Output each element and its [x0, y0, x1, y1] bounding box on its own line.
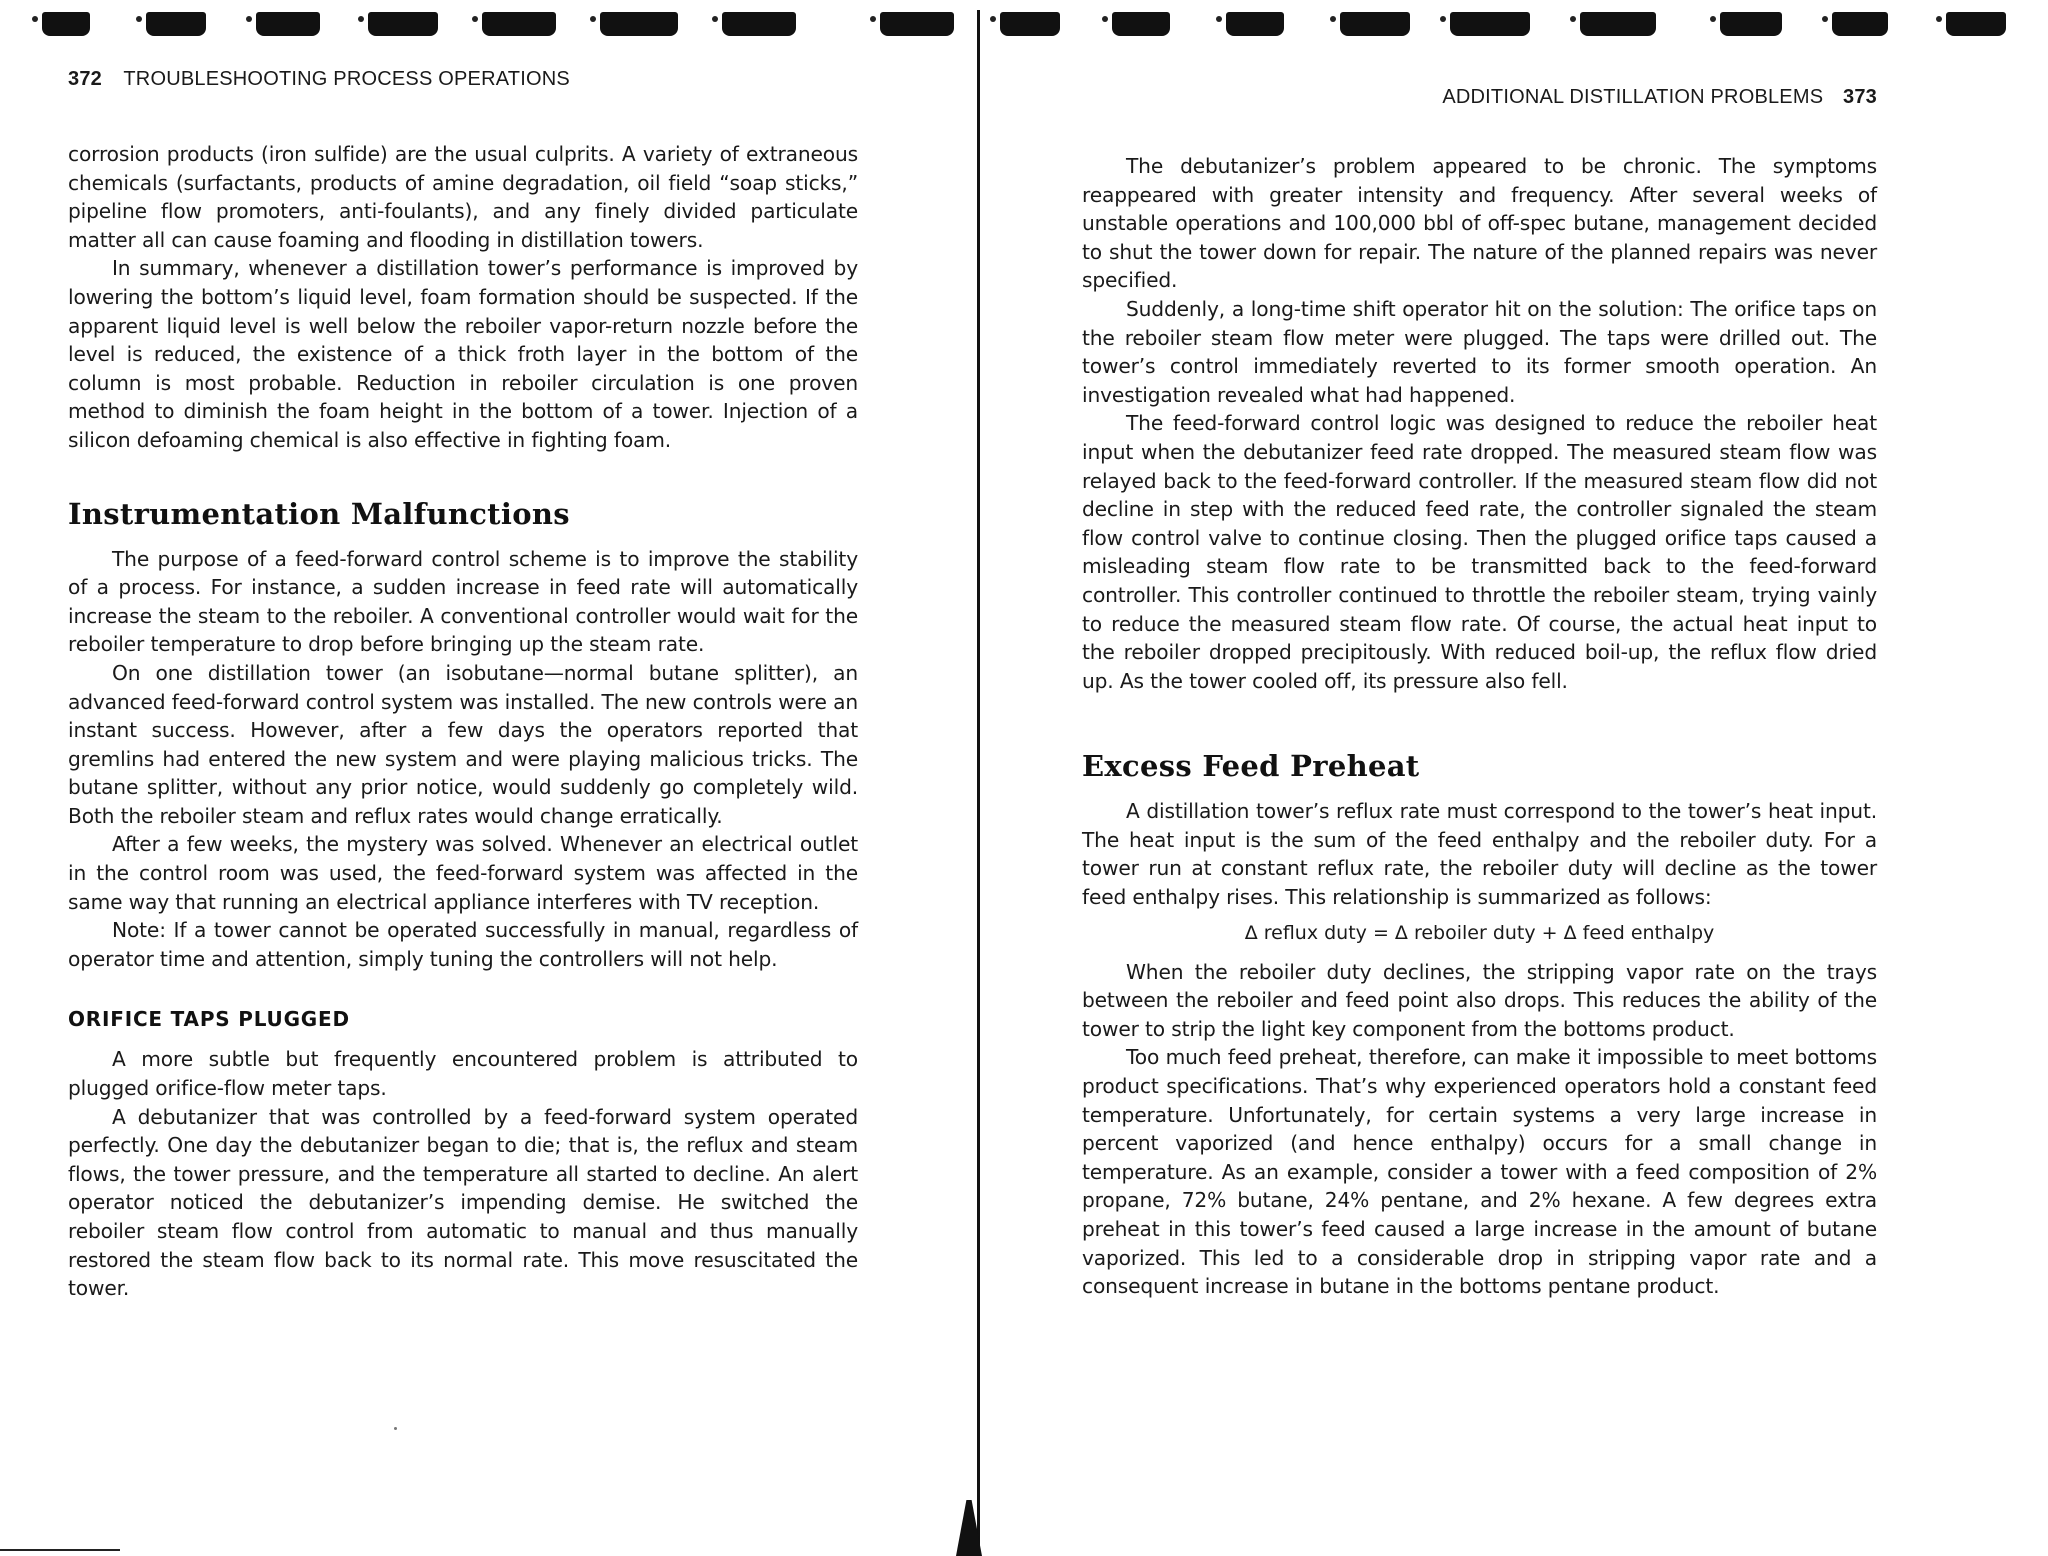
binding-tab [1226, 12, 1284, 36]
paragraph: Too much feed preheat, therefore, can make it impossible to meet bottoms product specifications. That’s why experienced operators hold a constant feed temperature. Unfortunately, for certain systems a very large increase in percent vaporized (and hence enthalpy) occurs for a small change in temperature. As an example, consider a tower with a feed composition of 2% propane, 72% butane, 24% pentane, and 2% hexane. A few degrees extra preheat in this tower’s feed caused a large increase in the amount of butane vaporized. This led to a considerable drop in stripping vapor rate and a consequent increase in butane in the bottoms pentane product. [1082, 1045, 1877, 1299]
binding-tab [1946, 12, 2006, 36]
binding-tab [256, 12, 320, 36]
paragraph: When the reboiler duty declines, the stripping vapor rate on the trays between the reboiler and feed point also drops. This reduces the ability of the tower to strip the light key component from the bottoms product. [1082, 959, 1877, 1041]
paragraph: A debutanizer that was controlled by a feed-forward system operated perfectly. One day the debutanizer began to die; that is, the reflux and steam flows, the tower pressure, and the temperature all started to decline. An alert operator noticed the debutanizer’s impending demise. He switched the reboiler steam flow control from automatic to manual and thus manually restored the steam flow back to its normal rate. This move resuscitated the tower. [68, 1104, 858, 1301]
paragraph: A more subtle but frequently encountered problem is attributed to plugged orifice-flow meter taps. [68, 1047, 858, 1101]
paragraph: The feed-forward control logic was designed to reduce the reboiler heat input when the debutanizer feed rate dropped. The measured steam flow was relayed back to the feed-forward controller. If the measured steam flow did not decline in step with the reduced feed rate, the controller signaled the steam flow control valve to continue closing. Then the plugged orifice taps caused a misleading steam flow rate to be transmitted back to the feed-forward controller. This controller continued to throttle the reboiler steam, trying vainly to reduce the measured steam flow rate. Of course, the actual heat input to the reboiler dropped precipitously. With reduced boil-up, the reflux flow dried up. As the tower cooled off, its pressure also fell. [1082, 411, 1877, 693]
paragraph: A distillation tower’s reflux rate must correspond to the tower’s heat input. The heat input is the sum of the feed enthalpy and the reboiler duty. For a tower run at constant reflux rate, the reboiler duty will decline as the tower feed enthalpy rises. This relationship is summarized as follows: [1082, 799, 1877, 910]
section-heading-excess-feed-preheat: Excess Feed Preheat [1082, 749, 1420, 784]
binding-tab [1720, 12, 1782, 36]
left-running-head [68, 68, 570, 91]
binding-tab [368, 12, 438, 36]
right-running-head-title: ADDITIONAL DISTILLATION PROBLEMS [1442, 86, 1824, 108]
paragraph: In summary, whenever a distillation tower’s performance is improved by lowering the bottom’s liquid level, foam formation should be suspected. If the apparent liquid level is well below the reboiler vapor-return nozzle before the level is reduced, the existence of a thick froth layer in the bottom of the column is most probable. Reduction in reboiler circulation is one proven method to diminish the foam height in the bottom of a tower. Injection of a silicon defoaming chemical is also effective in fighting foam. [68, 256, 858, 452]
paragraph: The purpose of a feed-forward control scheme is to improve the stability of a process. For instance, a sudden increase in feed rate will automatically increase the steam to the reboiler. A conventional controller would wait for the reboiler temperature to drop before bringing up the steam rate. [68, 546, 858, 657]
section-heading-instrumentation: Instrumentation Malfunctions [68, 496, 570, 531]
equation: Δ reflux duty = Δ reboiler duty + Δ feed enthalpy [1244, 921, 1715, 944]
paper-speck [394, 1427, 397, 1430]
binding-tab [1580, 12, 1656, 36]
binding-tab [1000, 12, 1060, 36]
left-column [68, 140, 858, 1303]
binding-tab [1450, 12, 1530, 36]
paragraph: The debutanizer’s problem appeared to be chronic. The symptoms reappeared with greater intensity and frequency. After several weeks of unstable operations and 100,000 bbl of off-spec butane, management decided to shut the tower down for repair. The nature of the planned repairs was never specified. [1082, 154, 1877, 293]
sub-heading-orifice-taps: ORIFICE TAPS PLUGGED [68, 1007, 350, 1032]
binding-tab [722, 12, 796, 36]
binding-tab [600, 12, 678, 36]
paragraph: Suddenly, a long-time shift operator hit on the solution: The orifice taps on the reboiler steam flow meter were plugged. The taps were drilled out. The tower’s control immediately reverted to its former smooth operation. An investigation revealed what had happened. [1082, 296, 1877, 407]
right-page-number: 373 [1843, 86, 1877, 108]
gutter-spine [977, 10, 980, 1556]
binding-tab [1832, 12, 1888, 36]
binding-tab [42, 12, 90, 36]
right-column [1082, 152, 1877, 1301]
bottom-edge-rule [0, 1549, 120, 1551]
left-page-number: 372 [68, 68, 102, 90]
spiral-binding [0, 0, 2048, 50]
paragraph: On one distillation tower (an isobutane—normal butane splitter), an advanced feed-forward control system was installed. The new controls were an instant success. However, after a few days the operators reported that gremlins had entered the new system and were playing malicious tricks. The butane splitter, without any prior notice, would suddenly go completely wild. Both the reboiler steam and reflux rates would change erratically. [68, 660, 858, 828]
binding-tab [1340, 12, 1410, 36]
paragraph: Note: If a tower cannot be operated successfully in manual, regardless of operator time and attention, simply tuning the controllers will not help. [68, 918, 858, 971]
binding-tab [146, 12, 206, 36]
paragraph: corrosion products (iron sulfide) are the usual culprits. A variety of extraneous chemicals (surfactants, products of amine degradation, oil field “soap sticks,” pipeline flow promoters, anti-foulants), and any finely divided particulate matter all can cause foaming and flooding in distillation towers. [68, 142, 858, 252]
right-running-head [1442, 86, 1877, 109]
paragraph: After a few weeks, the mystery was solved. Whenever an electrical outlet in the control room was used, the feed-forward system was affected in the same way that running an electrical appliance interferes with TV reception. [68, 832, 858, 914]
binding-tab [482, 12, 556, 36]
left-running-head-title: TROUBLESHOOTING PROCESS OPERATIONS [123, 68, 570, 90]
binding-tab [880, 12, 954, 36]
binding-tab [1112, 12, 1170, 36]
